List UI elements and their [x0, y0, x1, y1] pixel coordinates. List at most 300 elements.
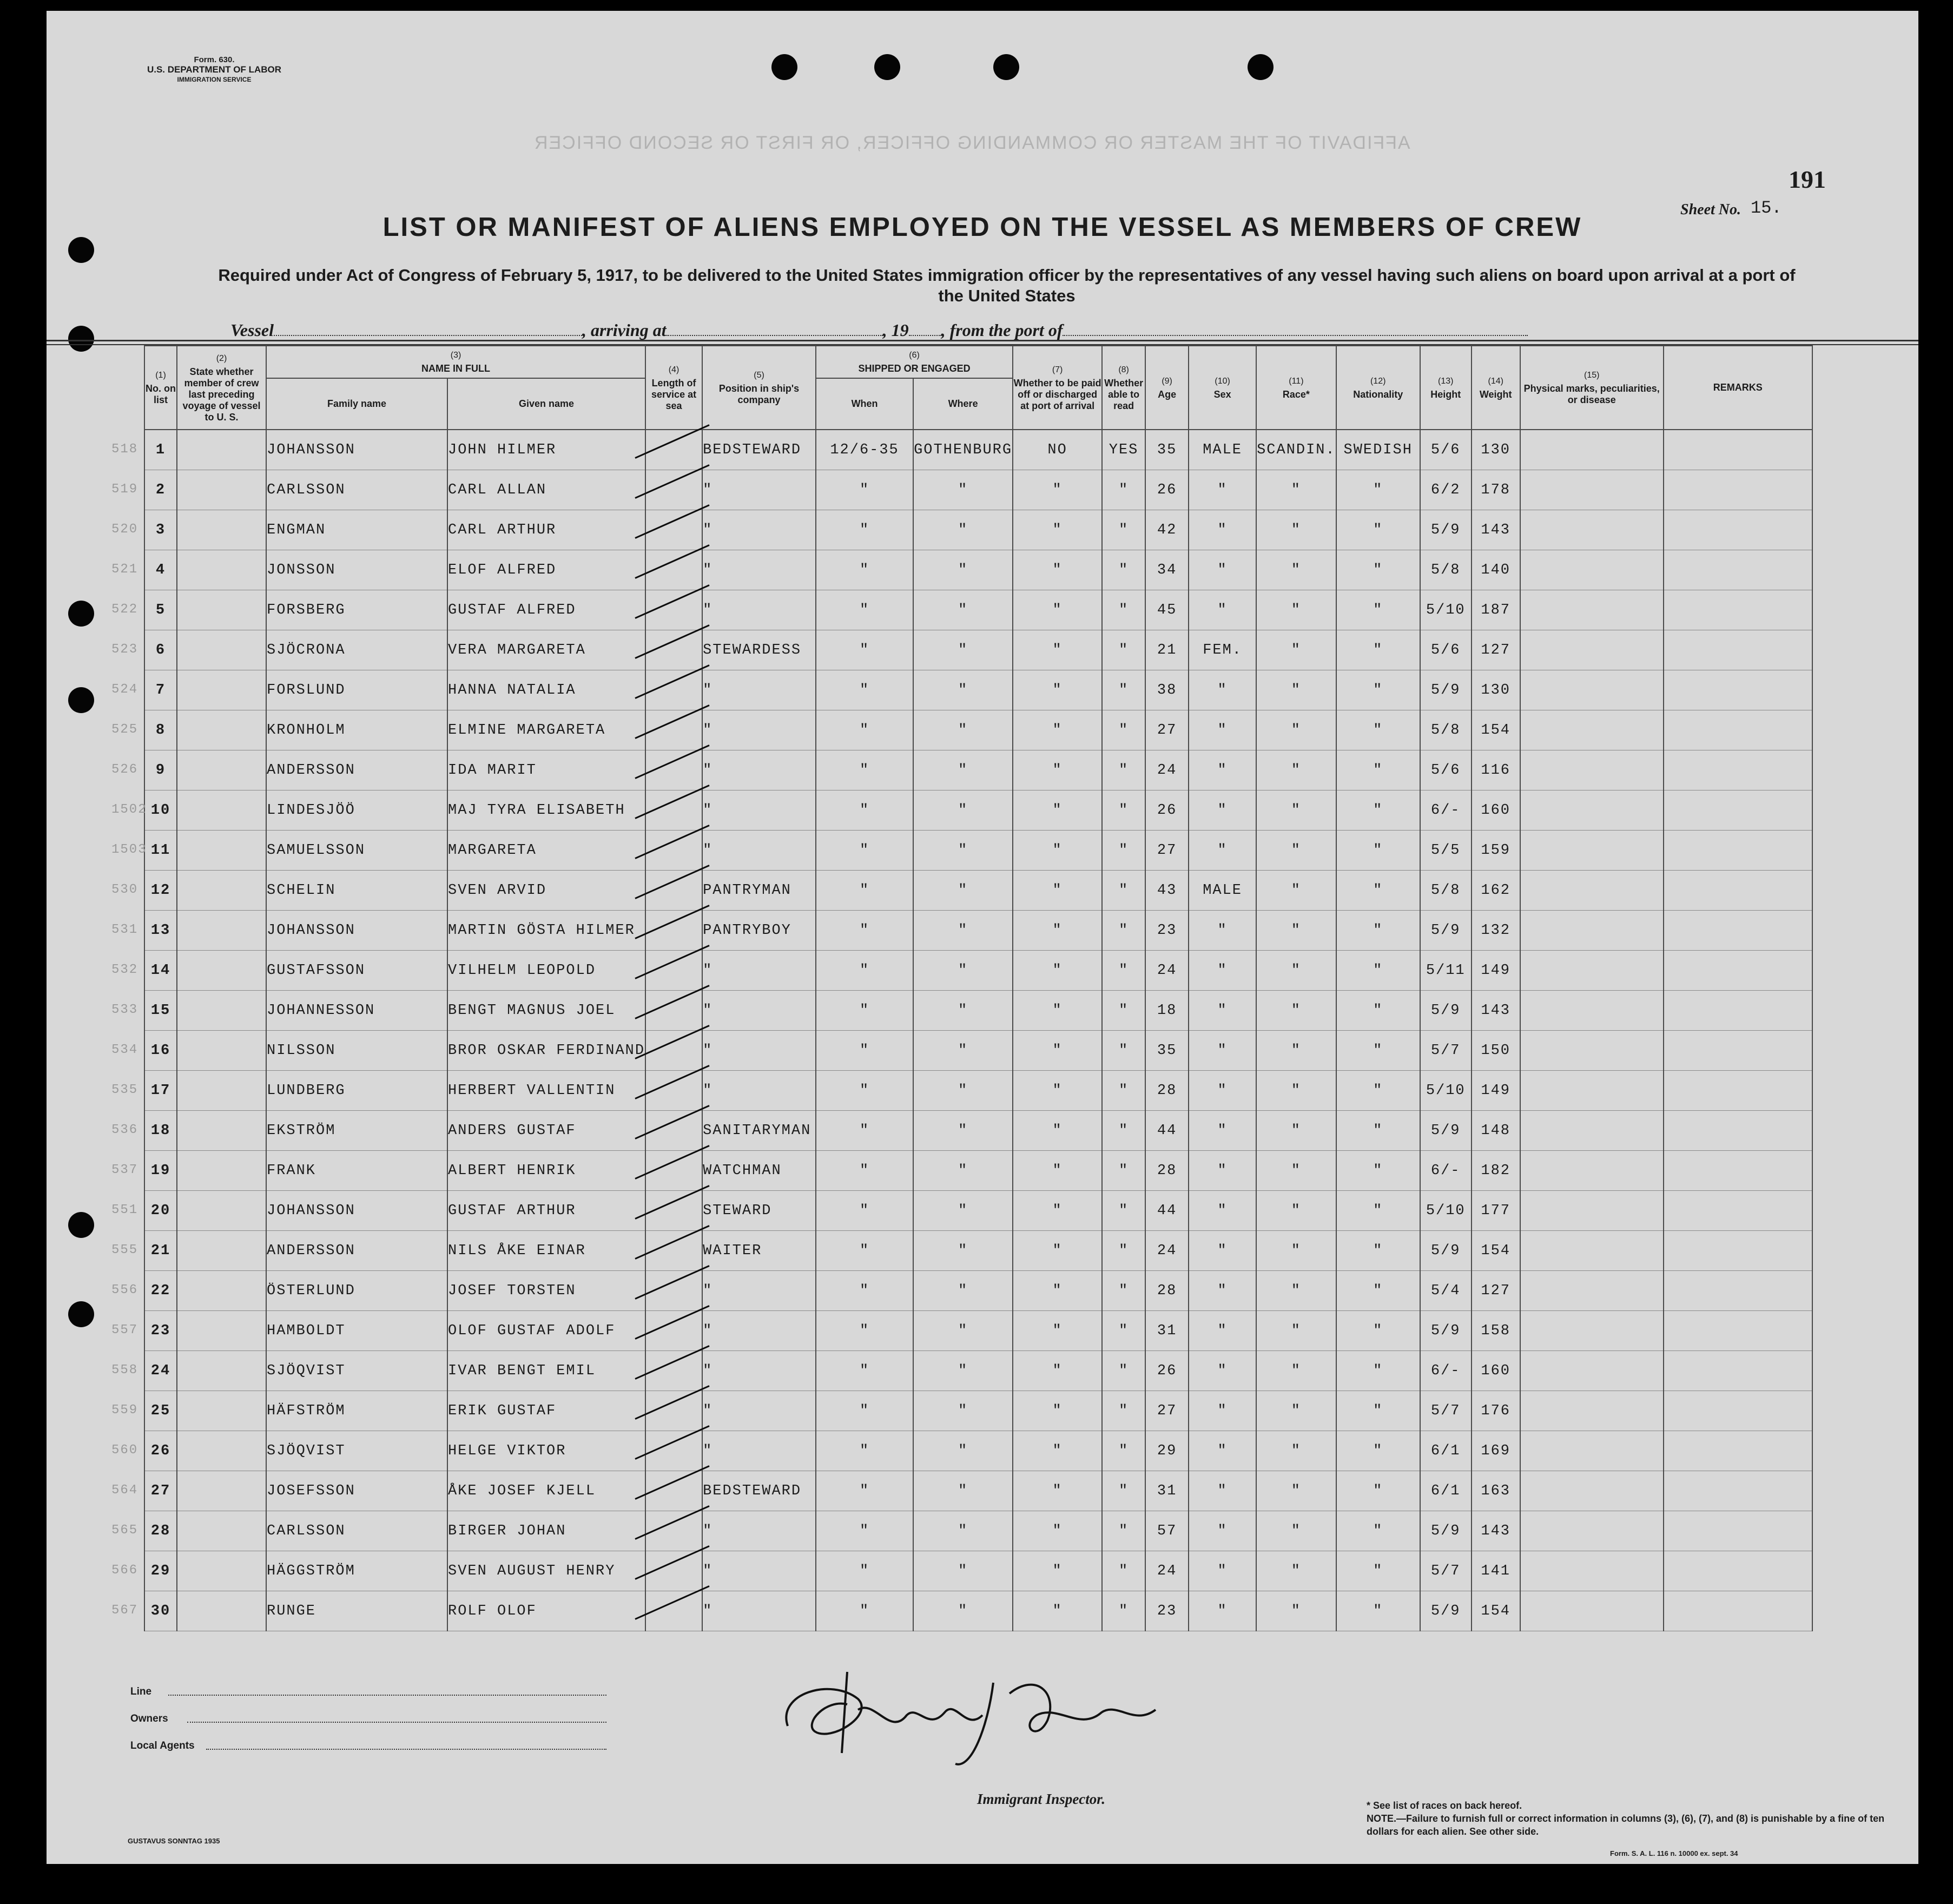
nationality-cell: SWEDISH: [1336, 430, 1420, 470]
row-number: 21: [150, 1242, 171, 1259]
reference-number: 518: [111, 442, 138, 457]
row-number: 25: [150, 1402, 171, 1419]
nationality-cell: ": [1336, 750, 1420, 790]
race-cell: ": [1256, 1071, 1336, 1111]
shipped-where-cell: ": [913, 590, 1013, 630]
paid-off-cell: ": [1013, 1311, 1102, 1351]
service-cell: [645, 710, 702, 750]
race-cell: ": [1256, 1031, 1336, 1071]
position-cell: PANTRYBOY: [702, 911, 816, 951]
service-checkmark: [635, 424, 709, 459]
shipped-when-cell: ": [816, 470, 913, 510]
able-to-read-cell: ": [1102, 670, 1145, 710]
height-cell: 5/9: [1420, 1311, 1472, 1351]
empty-cell: [1664, 1151, 1812, 1191]
service-checkmark: [635, 1145, 709, 1180]
empty-cell: [177, 630, 266, 670]
weight-cell: 154: [1472, 1591, 1520, 1631]
service-cell: [645, 831, 702, 871]
row-number-cell: [111, 470, 177, 510]
col-header-nationality: (12) Nationality: [1336, 346, 1420, 430]
empty-cell: [1520, 1231, 1664, 1271]
empty-cell: [1520, 1071, 1664, 1111]
row-number: 5: [155, 602, 166, 618]
empty-cell: [1520, 430, 1664, 470]
punch-hole: [874, 54, 900, 80]
shipped-where-cell: ": [913, 1471, 1013, 1511]
weight-cell: 127: [1472, 1271, 1520, 1311]
empty-cell: [1520, 871, 1664, 911]
able-to-read-cell: ": [1102, 630, 1145, 670]
empty-cell: [177, 1591, 266, 1631]
nationality-cell: ": [1336, 911, 1420, 951]
given-name-cell: CARL ALLAN: [447, 470, 645, 510]
age-cell: 44: [1145, 1111, 1189, 1151]
reference-number: 566: [111, 1563, 138, 1578]
empty-cell: [1664, 1591, 1812, 1631]
able-to-read-cell: YES: [1102, 430, 1145, 470]
paid-off-cell: ": [1013, 790, 1102, 831]
footnote: [1367, 1799, 1918, 1838]
empty-cell: [1520, 590, 1664, 630]
shipped-when-cell: ": [816, 1591, 913, 1631]
family-name-cell: KRONHOLM: [266, 710, 447, 750]
reference-number: 559: [111, 1403, 138, 1418]
row-number-cell: [111, 510, 177, 550]
shipped-when-cell: ": [816, 1231, 913, 1271]
reference-number: 519: [111, 482, 138, 497]
header-rule: [47, 340, 1918, 341]
shipped-where-cell: ": [913, 1391, 1013, 1431]
empty-cell: [1520, 1031, 1664, 1071]
paid-off-cell: ": [1013, 831, 1102, 871]
shipped-when-cell: ": [816, 630, 913, 670]
shipped-where-cell: ": [913, 550, 1013, 590]
family-name-cell: ENGMAN: [266, 510, 447, 550]
height-cell: 5/7: [1420, 1391, 1472, 1431]
paid-off-cell: ": [1013, 1431, 1102, 1471]
vessel-label: Vessel: [230, 320, 274, 340]
row-number: 30: [150, 1603, 171, 1619]
reference-number: 560: [111, 1443, 138, 1458]
empty-cell: [177, 510, 266, 550]
family-name-cell: NILSSON: [266, 1031, 447, 1071]
empty-cell: [1664, 790, 1812, 831]
reference-number: 564: [111, 1483, 138, 1498]
able-to-read-cell: ": [1102, 1151, 1145, 1191]
col-header-weight: (14) Weight: [1472, 346, 1520, 430]
nationality-cell: ": [1336, 951, 1420, 991]
race-cell: ": [1256, 670, 1336, 710]
row-number: 24: [150, 1362, 171, 1379]
position-cell: BEDSTEWARD: [702, 1471, 816, 1511]
service-cell: [645, 1471, 702, 1511]
family-name-cell: JOSEFSSON: [266, 1471, 447, 1511]
punch-hole: [68, 1212, 94, 1238]
sex-cell: ": [1189, 470, 1256, 510]
empty-cell: [1664, 590, 1812, 630]
height-cell: 5/8: [1420, 871, 1472, 911]
nationality-cell: ": [1336, 590, 1420, 630]
shipped-where-cell: ": [913, 991, 1013, 1031]
position-cell: ": [702, 1591, 816, 1631]
nationality-cell: ": [1336, 1191, 1420, 1231]
punch-hole: [68, 601, 94, 627]
sex-cell: ": [1189, 1151, 1256, 1191]
race-cell: ": [1256, 991, 1336, 1031]
empty-cell: [1520, 1111, 1664, 1151]
shipped-when-cell: ": [816, 510, 913, 550]
age-cell: 38: [1145, 670, 1189, 710]
reference-number: 555: [111, 1243, 138, 1257]
col-header-where: Where: [913, 378, 1013, 430]
shipped-when-cell: ": [816, 1031, 913, 1071]
height-cell: 5/9: [1420, 670, 1472, 710]
age-cell: 42: [1145, 510, 1189, 550]
empty-cell: [1520, 670, 1664, 710]
height-cell: 5/10: [1420, 1071, 1472, 1111]
service-cell: [645, 590, 702, 630]
race-cell: ": [1256, 1311, 1336, 1351]
given-name-cell: MARTIN GÖSTA HILMER: [447, 911, 645, 951]
col-header-shipped: (6) SHIPPED OR ENGAGED: [816, 346, 1013, 378]
row-number: 14: [150, 962, 171, 979]
bleed-through-text: AFFIDAVIT OF THE MASTER OR COMMANDING OFFICER, OR FIRST OR SECOND OFFICER: [533, 133, 1410, 153]
nationality-cell: ": [1336, 1391, 1420, 1431]
line-label: Line: [130, 1686, 152, 1697]
paid-off-cell: ": [1013, 1591, 1102, 1631]
age-cell: 24: [1145, 1551, 1189, 1591]
able-to-read-cell: ": [1102, 590, 1145, 630]
row-number-cell: [111, 1591, 177, 1631]
col-header-service: (4) Length of service at sea: [645, 346, 702, 430]
given-name-cell: ROLF OLOF: [447, 1591, 645, 1631]
position-cell: ": [702, 710, 816, 750]
row-number-cell: [111, 750, 177, 790]
family-name-cell: LINDESJÖÖ: [266, 790, 447, 831]
empty-cell: [1520, 1311, 1664, 1351]
paid-off-cell: ": [1013, 1111, 1102, 1151]
empty-cell: [1520, 550, 1664, 590]
given-name-cell: BIRGER JOHAN: [447, 1511, 645, 1551]
row-number: 22: [150, 1282, 171, 1299]
height-cell: 5/6: [1420, 750, 1472, 790]
height-cell: 6/-: [1420, 790, 1472, 831]
given-name-cell: OLOF GUSTAF ADOLF: [447, 1311, 645, 1351]
empty-cell: [1520, 1471, 1664, 1511]
position-cell: SANITARYMAN: [702, 1111, 816, 1151]
reference-number: 537: [111, 1163, 138, 1177]
shipped-where-cell: ": [913, 911, 1013, 951]
age-cell: 23: [1145, 911, 1189, 951]
department-name: U.S. DEPARTMENT OF LABOR: [147, 64, 282, 75]
race-cell: ": [1256, 1231, 1336, 1271]
race-cell: ": [1256, 1511, 1336, 1551]
empty-cell: [177, 1151, 266, 1191]
position-cell: BEDSTEWARD: [702, 430, 816, 470]
paid-off-cell: ": [1013, 1191, 1102, 1231]
row-number-cell: [111, 630, 177, 670]
reference-number: 526: [111, 762, 138, 777]
shipped-when-cell: ": [816, 871, 913, 911]
empty-cell: [177, 1311, 266, 1351]
nationality-cell: ": [1336, 1031, 1420, 1071]
empty-cell: [1664, 1551, 1812, 1591]
empty-cell: [1520, 510, 1664, 550]
reference-number: 523: [111, 642, 138, 657]
race-cell: SCANDIN.: [1256, 430, 1336, 470]
able-to-read-cell: ": [1102, 790, 1145, 831]
row-number-cell: [111, 790, 177, 831]
race-cell: ": [1256, 1591, 1336, 1631]
sheet-stamp-number: 191: [1789, 166, 1826, 193]
weight-cell: 149: [1472, 951, 1520, 991]
given-name-cell: ANDERS GUSTAF: [447, 1111, 645, 1151]
service-cell: [645, 750, 702, 790]
nationality-cell: ": [1336, 470, 1420, 510]
service-checkmark: [635, 1425, 709, 1460]
able-to-read-cell: ": [1102, 1071, 1145, 1111]
nationality-cell: ": [1336, 510, 1420, 550]
service-checkmark: [635, 1585, 709, 1620]
race-cell: ": [1256, 911, 1336, 951]
empty-cell: [177, 710, 266, 750]
age-cell: 24: [1145, 951, 1189, 991]
weight-cell: 178: [1472, 470, 1520, 510]
family-name-cell: JONSSON: [266, 550, 447, 590]
service-cell: [645, 1391, 702, 1431]
height-cell: 5/10: [1420, 1191, 1472, 1231]
row-number: 8: [155, 722, 166, 739]
reference-number: 534: [111, 1043, 138, 1057]
weight-cell: 132: [1472, 911, 1520, 951]
manifest-page: [47, 11, 1918, 1864]
service-checkmark: [635, 664, 709, 699]
weight-cell: 140: [1472, 550, 1520, 590]
row-number-cell: [111, 590, 177, 630]
height-cell: 5/8: [1420, 550, 1472, 590]
paid-off-cell: ": [1013, 1031, 1102, 1071]
row-number-cell: [111, 670, 177, 710]
owners-label: Owners: [130, 1713, 168, 1724]
service-checkmark: [635, 544, 709, 579]
empty-cell: [1520, 911, 1664, 951]
printer-mark: GUSTAVUS SONNTAG 1935: [128, 1837, 220, 1845]
race-cell: ": [1256, 790, 1336, 831]
empty-cell: [177, 911, 266, 951]
able-to-read-cell: ": [1102, 1351, 1145, 1391]
given-name-cell: ÅKE JOSEF KJELL: [447, 1471, 645, 1511]
form-header: [111, 55, 317, 84]
table-row: [144, 1151, 1812, 1191]
row-number: 10: [150, 802, 171, 819]
table-row: [144, 630, 1812, 670]
family-name-cell: SJÖQVIST: [266, 1351, 447, 1391]
paid-off-cell: ": [1013, 750, 1102, 790]
sex-cell: ": [1189, 1071, 1256, 1111]
shipped-where-cell: ": [913, 1111, 1013, 1151]
table-row: [144, 1231, 1812, 1271]
table-row: [144, 1071, 1812, 1111]
table-row: [144, 831, 1812, 871]
punch-hole: [68, 687, 94, 713]
empty-cell: [1520, 470, 1664, 510]
service-checkmark: [635, 945, 709, 979]
reference-number: 551: [111, 1203, 138, 1217]
age-cell: 24: [1145, 750, 1189, 790]
service-cell: [645, 550, 702, 590]
able-to-read-cell: ": [1102, 1271, 1145, 1311]
service-checkmark: [635, 1545, 709, 1580]
empty-cell: [1520, 1151, 1664, 1191]
empty-cell: [1520, 1551, 1664, 1591]
able-to-read-cell: ": [1102, 710, 1145, 750]
col-header-family-name: Family name: [266, 378, 447, 430]
age-cell: 21: [1145, 630, 1189, 670]
service-cell: [645, 1191, 702, 1231]
empty-cell: [1664, 1191, 1812, 1231]
height-cell: 6/1: [1420, 1431, 1472, 1471]
given-name-cell: MARGARETA: [447, 831, 645, 871]
age-cell: 57: [1145, 1511, 1189, 1551]
empty-cell: [1664, 470, 1812, 510]
empty-cell: [1664, 871, 1812, 911]
able-to-read-cell: ": [1102, 1511, 1145, 1551]
empty-cell: [1664, 1311, 1812, 1351]
reference-number: 530: [111, 882, 138, 897]
reference-number: 532: [111, 963, 138, 977]
paid-off-cell: ": [1013, 470, 1102, 510]
height-cell: 5/7: [1420, 1031, 1472, 1071]
table-row: [144, 871, 1812, 911]
reference-number: 520: [111, 522, 138, 537]
sex-cell: ": [1189, 1231, 1256, 1271]
row-number: 26: [150, 1442, 171, 1459]
crew-manifest-table: [111, 345, 1813, 1631]
row-number: 28: [150, 1523, 171, 1539]
table-row: [144, 590, 1812, 630]
empty-cell: [1664, 510, 1812, 550]
paid-off-cell: ": [1013, 951, 1102, 991]
position-cell: WATCHMAN: [702, 1151, 816, 1191]
row-number: 27: [150, 1483, 171, 1499]
empty-cell: [1664, 1111, 1812, 1151]
height-cell: 5/10: [1420, 590, 1472, 630]
age-cell: 28: [1145, 1151, 1189, 1191]
family-name-cell: CARLSSON: [266, 470, 447, 510]
sex-cell: ": [1189, 1031, 1256, 1071]
empty-cell: [1664, 1471, 1812, 1511]
empty-cell: [1520, 790, 1664, 831]
service-checkmark: [635, 745, 709, 779]
height-cell: 5/9: [1420, 1231, 1472, 1271]
paid-off-cell: ": [1013, 911, 1102, 951]
height-cell: 5/9: [1420, 1511, 1472, 1551]
service-checkmark: [635, 985, 709, 1019]
row-number: 13: [150, 922, 171, 939]
empty-cell: [1664, 630, 1812, 670]
position-cell: ": [702, 831, 816, 871]
vessel-line: [230, 320, 1853, 340]
empty-cell: [1664, 670, 1812, 710]
empty-cell: [177, 991, 266, 1031]
table-row: [144, 790, 1812, 831]
shipped-where-cell: ": [913, 630, 1013, 670]
able-to-read-cell: ": [1102, 871, 1145, 911]
empty-cell: [1664, 1031, 1812, 1071]
shipped-when-cell: ": [816, 710, 913, 750]
empty-cell: [177, 871, 266, 911]
table-row: [144, 1031, 1812, 1071]
shipped-where-cell: ": [913, 790, 1013, 831]
empty-cell: [1664, 1511, 1812, 1551]
local-agents-label: Local Agents: [130, 1740, 195, 1751]
owners-field: [187, 1721, 606, 1723]
empty-cell: [1664, 1271, 1812, 1311]
paid-off-cell: ": [1013, 670, 1102, 710]
empty-cell: [1664, 991, 1812, 1031]
position-cell: ": [702, 670, 816, 710]
col-header-given-name: Given name: [447, 378, 645, 430]
line-field: [168, 1694, 606, 1696]
table-row: [144, 710, 1812, 750]
shipped-when-cell: ": [816, 1071, 913, 1111]
weight-cell: 169: [1472, 1431, 1520, 1471]
shipped-where-cell: ": [913, 470, 1013, 510]
height-cell: 5/9: [1420, 1111, 1472, 1151]
position-cell: ": [702, 1271, 816, 1311]
empty-cell: [177, 1191, 266, 1231]
reference-number: 1502: [111, 802, 147, 817]
race-cell: ": [1256, 630, 1336, 670]
service-cell: [645, 1111, 702, 1151]
age-cell: 31: [1145, 1471, 1189, 1511]
able-to-read-cell: ": [1102, 510, 1145, 550]
race-cell: ": [1256, 951, 1336, 991]
sheet-label: Sheet No.: [1680, 201, 1741, 218]
height-cell: 5/9: [1420, 1591, 1472, 1631]
given-name-cell: ELMINE MARGARETA: [447, 710, 645, 750]
position-cell: ": [702, 750, 816, 790]
weight-cell: 149: [1472, 1071, 1520, 1111]
table-row: [144, 991, 1812, 1031]
service-cell: [645, 1311, 702, 1351]
age-cell: 24: [1145, 1231, 1189, 1271]
row-number: 23: [150, 1322, 171, 1339]
races-note: * See list of races on back hereof.: [1367, 1800, 1522, 1811]
empty-cell: [177, 1551, 266, 1591]
service-checkmark: [635, 1225, 709, 1260]
empty-cell: [1520, 1591, 1664, 1631]
row-number-cell: [111, 1191, 177, 1231]
given-name-cell: VERA MARGARETA: [447, 630, 645, 670]
weight-cell: 150: [1472, 1031, 1520, 1071]
position-cell: STEWARDESS: [702, 630, 816, 670]
service-checkmark: [635, 865, 709, 899]
shipped-when-cell: ": [816, 670, 913, 710]
shipped-where-cell: GOTHENBURG: [913, 430, 1013, 470]
table-row: [144, 1271, 1812, 1311]
paid-off-cell: ": [1013, 1271, 1102, 1311]
race-cell: ": [1256, 590, 1336, 630]
given-name-cell: CARL ARTHUR: [447, 510, 645, 550]
empty-cell: [1520, 991, 1664, 1031]
shipped-where-cell: ": [913, 710, 1013, 750]
weight-cell: 143: [1472, 1511, 1520, 1551]
shipped-when-cell: ": [816, 1431, 913, 1471]
weight-cell: 154: [1472, 710, 1520, 750]
table-row: [144, 750, 1812, 790]
